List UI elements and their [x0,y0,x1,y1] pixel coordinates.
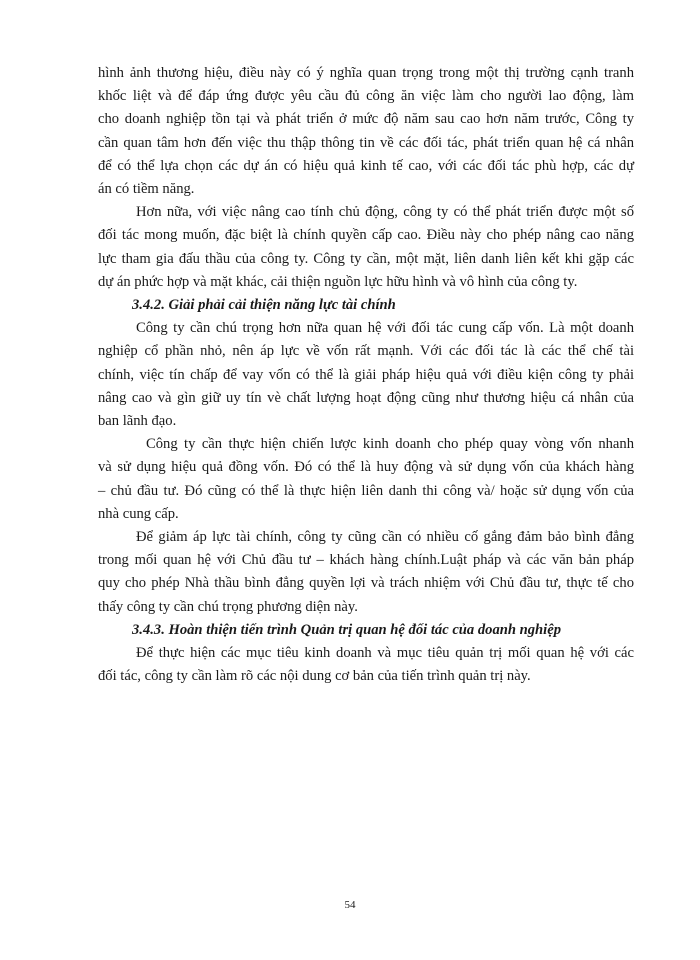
text-line: nghiệp cổ phần nhỏ, nên áp lực về vốn rất mạnh. Với các đối tác là các thể chế tài [98,343,634,360]
paragraph-process-goals [98,642,634,688]
text-line: ban lãnh đạo. [98,413,177,430]
text-line: án có tiềm năng. [98,181,195,198]
text-line: hình ảnh thương hiệu, điều này có ý nghĩa quan trọng trong một thị trường cạnh tranh [98,65,634,81]
text-line: cần quan tâm hơn đến việc thu thập thông tin về các đối tác, phát triển quan hệ cá nhân [98,134,634,151]
text-line: khốc liệt và để đáp ứng được yêu cầu đủ công ăn việc làm cho người lao động, làm [98,88,634,105]
text-line: đối tác mong muốn, đặc biệt là chính quyền cấp cao. Điều này cho phép nâng cao năng [98,227,634,244]
paragraph-business-strategy [98,433,634,526]
text-line: và sử dụng hiệu quả đồng vốn. Đó có thể là huy động và sử dụng vốn của khách hàng [98,459,634,476]
text-line: nâng cao và gìn giữ uy tín vè chất lượng hoạt động cũng như thương hiệu cá nhân của [98,389,634,406]
text-line: lực tham gia đấu thầu của công ty. Công ty cần, một mặt, liên danh liên kết khi gặp các [98,250,634,267]
text-line: để có thể lựa chọn các dự án có hiệu quả kinh tế cao, với các đối tác phù hợp, các dự [98,157,634,174]
text-line: Để thực hiện các mục tiêu kinh doanh và mục tiêu quản trị mối quan hệ với các [136,645,634,662]
paragraph-financial-pressure [98,526,634,619]
text-line: Công ty cần chú trọng hơn nữa quan hệ với đối tác cung cấp vốn. Là một doanh [136,320,634,337]
paragraph-brand-image [98,62,634,201]
paragraph-capital-partners [98,317,634,433]
text-line: dự án phức hợp và mặt khác, cải thiện nguồn lực hữu hình và vô hình của công ty. [98,273,578,290]
text-line: đối tác, công ty cần làm rõ các nội dung cơ bản của tiến trình quản trị này. [98,668,531,685]
text-line: cho doanh nghiệp tồn tại và phát triển ở mức độ năm sau cao hơn năm trước, Công ty [98,111,634,128]
text-line: quy cho phép Nhà thầu bình đẳng quyền lợi và trách nhiệm với Chủ đầu tư, thực tế cho [98,575,634,592]
text-line: – chủ đầu tư. Đó cũng có thể là thực hiện liên danh thi công và/ hoặc sử dụng vốn của [98,482,634,499]
text-line: nhà cung cấp. [98,505,179,522]
section-heading-3-4-3: 3.4.3. Hoàn thiện tiến trình Quản trị quan hệ đối tác của doanh nghiệp [132,621,561,638]
text-line: trong mối quan hệ với Chủ đầu tư – khách hàng chính.Luật pháp và các văn bản pháp [98,552,634,569]
page-body [98,62,634,688]
text-line: Công ty cần thực hiện chiến lược kinh doanh cho phép quay vòng vốn nhanh [146,436,634,453]
text-line: chính, việc tín chấp để vay vốn có thể là giải pháp hiệu quả với điều kiện công ty phải [98,366,634,383]
paragraph-proactivity [98,201,634,294]
text-line: Hơn nữa, với việc nâng cao tính chủ động, công ty có thể phát triển được một số [136,204,634,221]
text-line: Để giảm áp lực tài chính, công ty cũng cần có nhiều cố gắng đảm bảo bình đẳng [136,529,634,546]
text-line: thấy công ty cần chú trọng phương diện này. [98,598,358,615]
section-heading-3-4-2: 3.4.2. Giải phải cải thiện năng lực tài chính [132,297,396,314]
page-number: 54 [344,899,356,911]
